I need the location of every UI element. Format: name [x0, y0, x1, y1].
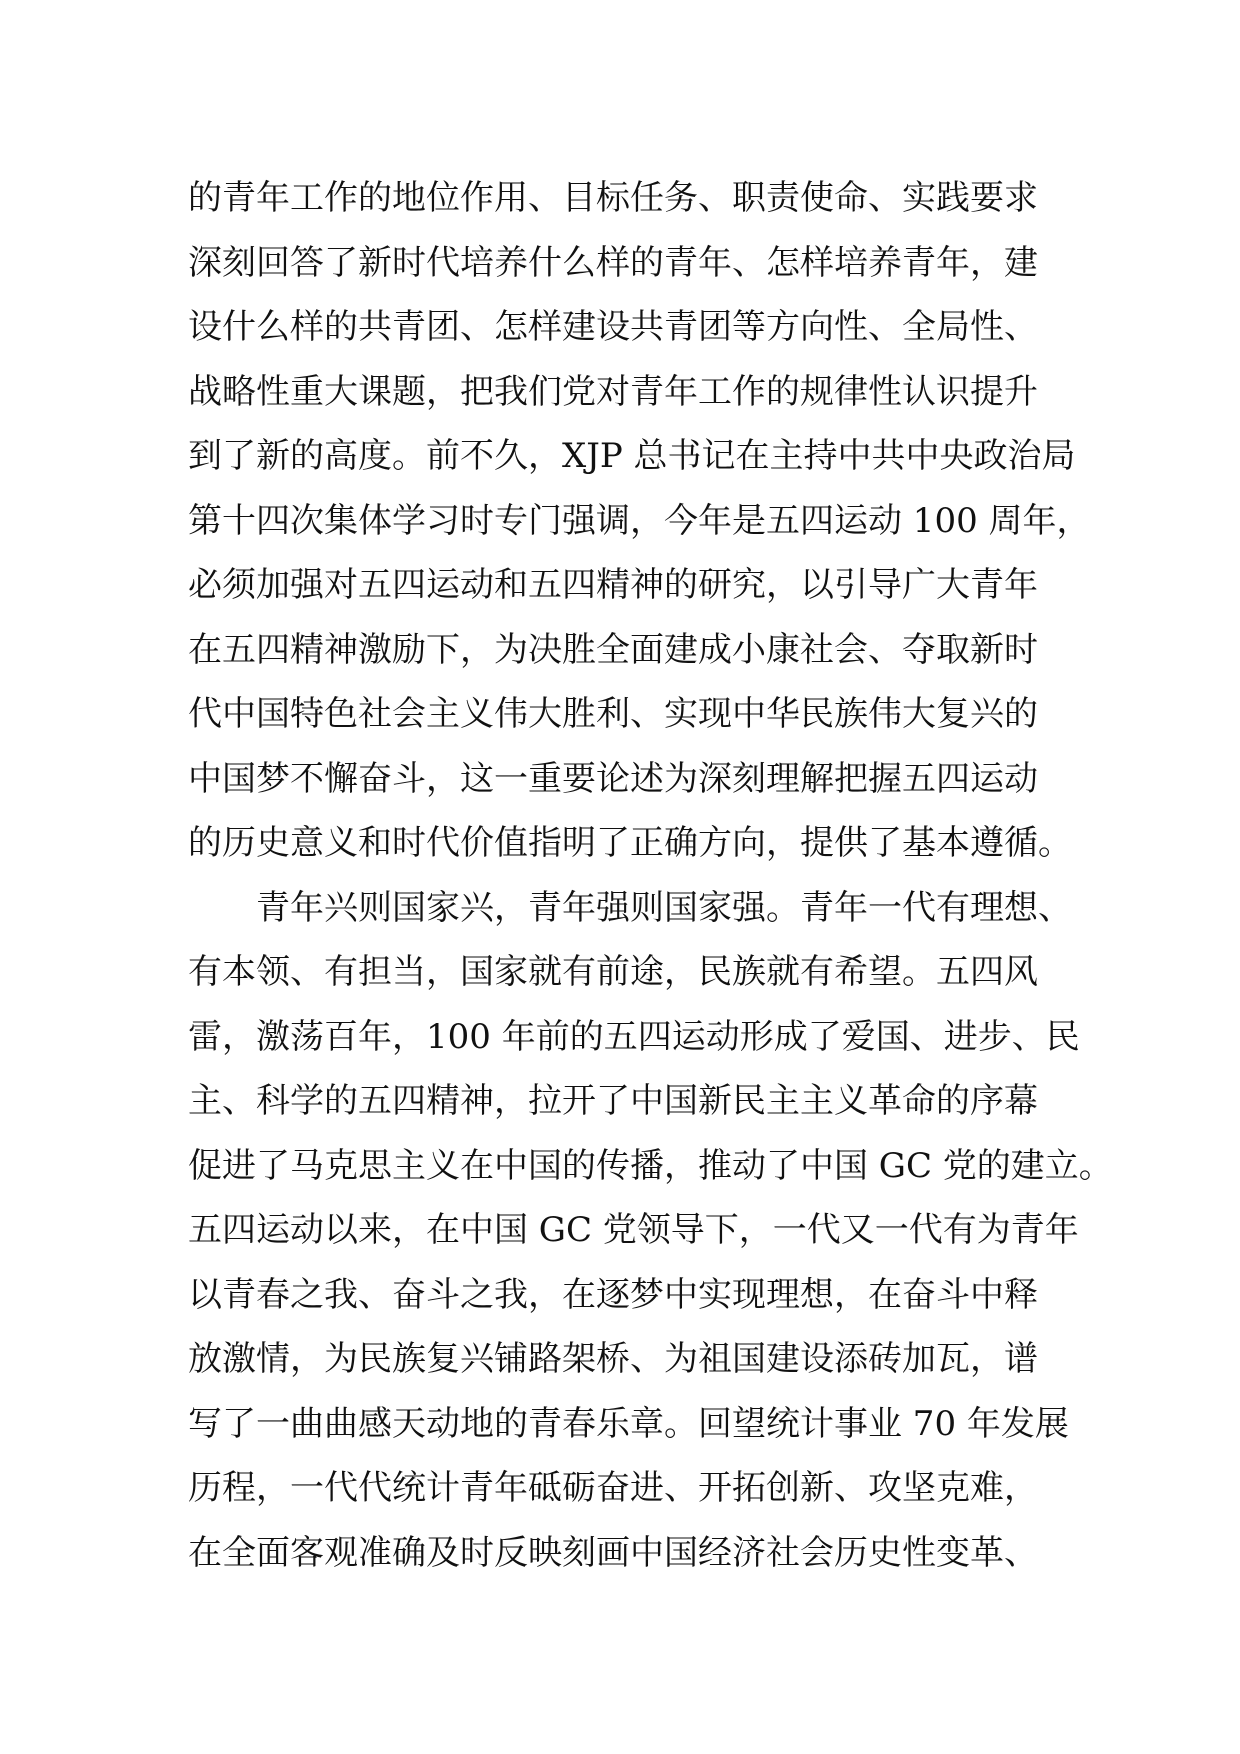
text-line: 促进了马克思主义在中国的传播，推动了中国 GC 党的建立。 [188, 1145, 1113, 1186]
text-line: 放激情，为民族复兴铺路架桥、为祖国建设添砖加瓦，谱 [188, 1339, 1038, 1379]
text-line: 战略性重大课题，把我们党对青年工作的规律性认识提升 [188, 371, 1038, 412]
text-line: 有本领、有担当，国家就有前途，民族就有希望。五四风 [188, 952, 1038, 992]
text-line: 在全面客观准确及时反映刻画中国经济社会历史性变革、 [188, 1532, 1038, 1573]
text-line: 必须加强对五四运动和五四精神的研究，以引导广大青年 [188, 565, 1038, 605]
text-line: 的青年工作的地位作用、目标任务、职责使命、实践要求 [188, 178, 1038, 218]
text-line: 雷，激荡百年，100 年前的五四运动形成了爱国、进步、民 [188, 1016, 1080, 1057]
paragraph-start-line: 青年兴则国家兴，青年强则国家强。青年一代有理想、 [256, 887, 1072, 928]
text-line: 写了一曲曲感天动地的青春乐章。回望统计事业 70 年发展 [188, 1403, 1069, 1444]
text-line: 的历史意义和时代价值指明了正确方向，提供了基本遵循。 [188, 823, 1072, 863]
text-line: 在五四精神激励下，为决胜全面建成小康社会、夺取新时 [188, 629, 1038, 670]
text-line: 设什么样的共青团、怎样建设共青团等方向性、全局性、 [188, 307, 1038, 347]
text-line: 中国梦不懈奋斗，这一重要论述为深刻理解把握五四运动 [188, 758, 1038, 799]
text-line: 代中国特色社会主义伟大胜利、实现中华民族伟大复兴的 [188, 694, 1038, 734]
text-line: 五四运动以来，在中国 GC 党领导下，一代又一代有为青年 [188, 1210, 1079, 1250]
text-line: 深刻回答了新时代培养什么样的青年、怎样培养青年，建 [188, 242, 1038, 283]
text-line: 到了新的高度。前不久，XJP 总书记在主持中共中央政治局 [188, 436, 1076, 476]
text-line: 以青春之我、奋斗之我，在逐梦中实现理想，在奋斗中释 [188, 1274, 1038, 1315]
text-line: 主、科学的五四精神，拉开了中国新民主主义革命的序幕 [188, 1081, 1038, 1121]
text-line: 历程，一代代统计青年砥砺奋进、开拓创新、攻坚克难， [188, 1468, 1038, 1508]
text-line: 第十四次集体学习时专门强调，今年是五四运动 100 周年， [188, 500, 1091, 541]
body-text [188, 166, 1113, 1585]
